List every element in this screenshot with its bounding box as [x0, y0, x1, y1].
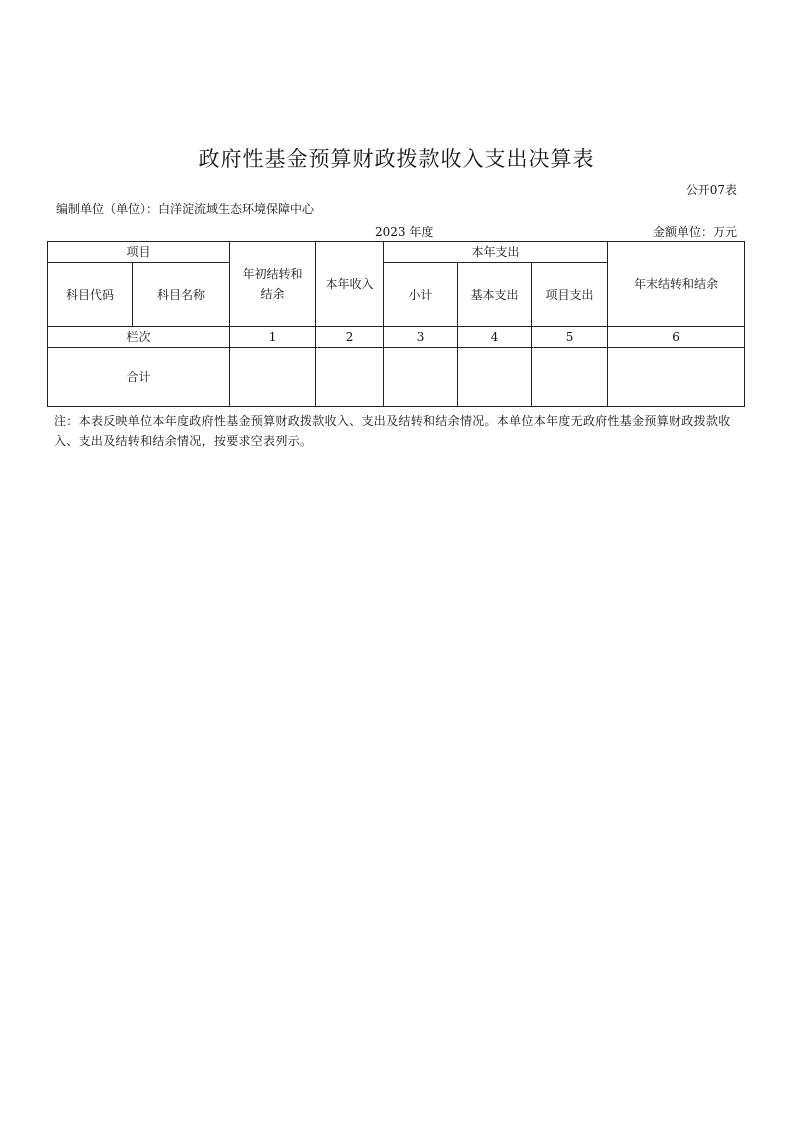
total-cell	[384, 348, 458, 407]
budget-table	[47, 241, 745, 407]
header-expense: 本年支出	[384, 242, 608, 263]
header-subtotal: 小计	[384, 263, 458, 327]
column-number: 4	[458, 327, 532, 348]
total-cell	[230, 348, 316, 407]
total-cell	[608, 348, 745, 407]
total-cell	[458, 348, 532, 407]
header-closing-balance: 年末结转和结余	[608, 242, 745, 327]
header-subject-name: 科目名称	[133, 263, 230, 327]
column-number: 1	[230, 327, 316, 348]
header-basic-expense: 基本支出	[458, 263, 532, 327]
column-number: 2	[316, 327, 384, 348]
header-subject-code: 科目代码	[48, 263, 133, 327]
form-code: 公开07表	[685, 183, 737, 197]
total-label: 合计	[48, 348, 230, 407]
column-index-row	[48, 327, 745, 348]
header-project: 项目	[48, 242, 230, 263]
header-income: 本年收入	[316, 242, 384, 327]
column-index-label: 栏次	[48, 327, 230, 348]
amount-unit-label: 金额单位：万元	[652, 225, 737, 239]
total-cell	[532, 348, 608, 407]
total-cell	[316, 348, 384, 407]
column-number: 5	[532, 327, 608, 348]
header-row-1	[48, 242, 745, 263]
page-title: 政府性基金预算财政拨款收入支出决算表	[198, 147, 595, 171]
header-project-expense: 项目支出	[532, 263, 608, 327]
year-label: 2023 年度	[375, 225, 434, 239]
table-note: 注：本表反映单位本年度政府性基金预算财政拨款收入、支出及结转和结余情况。本单位本年度无政府性基金预算财政拨款收入、支出及结转和结余情况，按要求空表列示。	[54, 414, 731, 448]
total-row	[48, 348, 745, 407]
org-unit-label: 编制单位（单位）：白洋淀流域生态环境保障中心	[56, 202, 315, 216]
column-number: 3	[384, 327, 458, 348]
header-opening-balance-label: 年初结转和结余	[242, 267, 303, 301]
column-number: 6	[608, 327, 745, 348]
header-opening-balance	[230, 242, 316, 327]
